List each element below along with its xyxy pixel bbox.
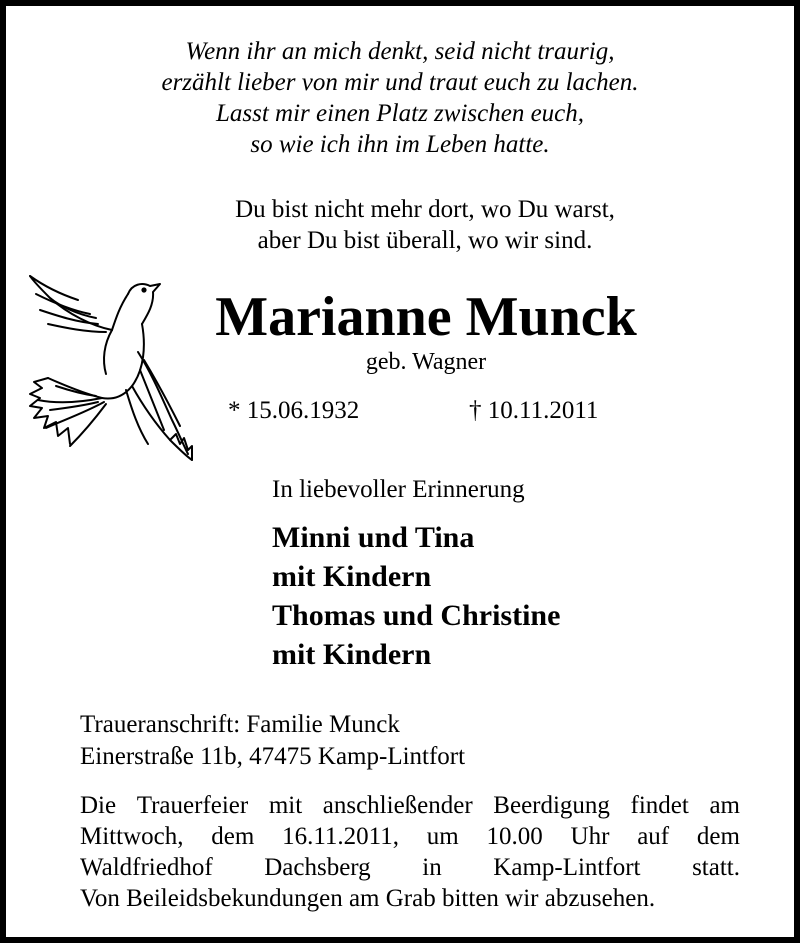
- verse-line: Du bist nicht mehr dort, wo Du warst,: [235, 196, 615, 223]
- funeral-line: [80, 852, 740, 883]
- mourner-line: Minni und Tina: [272, 521, 475, 554]
- address-line: Einerstraße 11b, 47475 Kamp-Lintfort: [80, 743, 466, 770]
- funeral-word: 10.00: [486, 823, 543, 850]
- funeral-word: dem: [696, 823, 740, 850]
- mourning-address: [80, 709, 465, 773]
- memory-line: In liebevoller Erinnerung: [272, 476, 525, 503]
- poem-line: erzählt lieber von mir und traut euch zu lachen.: [161, 69, 639, 96]
- verse-line: aber Du bist überall, wo wir sind.: [257, 227, 593, 254]
- funeral-word: Trauerfeier: [136, 792, 249, 819]
- mourner-line: Thomas und Christine: [272, 599, 561, 632]
- funeral-line: [80, 790, 740, 821]
- funeral-word: um: [426, 823, 459, 850]
- poem-line: Wenn ihr an mich denkt, seid nicht traurig,: [185, 38, 615, 65]
- funeral-word: 16.11.2011,: [282, 823, 399, 850]
- verse: [6, 194, 800, 256]
- funeral-word: Dachsberg: [264, 854, 371, 881]
- funeral-word: Uhr: [570, 823, 610, 850]
- funeral-word: anschließender: [322, 792, 473, 819]
- poem-line: Lasst mir einen Platz zwischen euch,: [215, 100, 585, 127]
- funeral-word: auf: [637, 823, 670, 850]
- funeral-word: Waldfriedhof: [80, 854, 213, 881]
- funeral-word: Mittwoch,: [80, 823, 184, 850]
- funeral-word: mit: [268, 792, 303, 819]
- funeral-word: in: [422, 854, 442, 881]
- poem: [6, 36, 794, 160]
- funeral-word: am: [709, 792, 740, 819]
- funeral-word: dem: [211, 823, 255, 850]
- maiden-name: geb. Wagner: [365, 349, 487, 375]
- funeral-word: Beerdigung: [493, 792, 610, 819]
- funeral-word: Kamp-Lintfort: [493, 854, 641, 881]
- funeral-line: Von Beileidsbekundungen am Grab bitten wir abzusehen.: [80, 885, 656, 912]
- funeral-word: findet: [630, 792, 689, 819]
- death-date: † 10.11.2011: [469, 397, 599, 424]
- deceased-name: Marianne Munck: [215, 286, 637, 348]
- funeral-notice: [80, 790, 740, 914]
- mourner-line: mit Kindern: [272, 560, 432, 593]
- funeral-word: statt.: [692, 854, 740, 881]
- mourners: [272, 518, 560, 674]
- address-line: Traueranschrift: Familie Munck: [80, 711, 400, 738]
- mourner-line: mit Kindern: [272, 638, 432, 671]
- funeral-word: Die: [80, 792, 117, 819]
- birth-date: * 15.06.1932: [228, 397, 360, 424]
- funeral-line: [80, 821, 740, 852]
- poem-line: so wie ich ihn im Leben hatte.: [250, 131, 550, 158]
